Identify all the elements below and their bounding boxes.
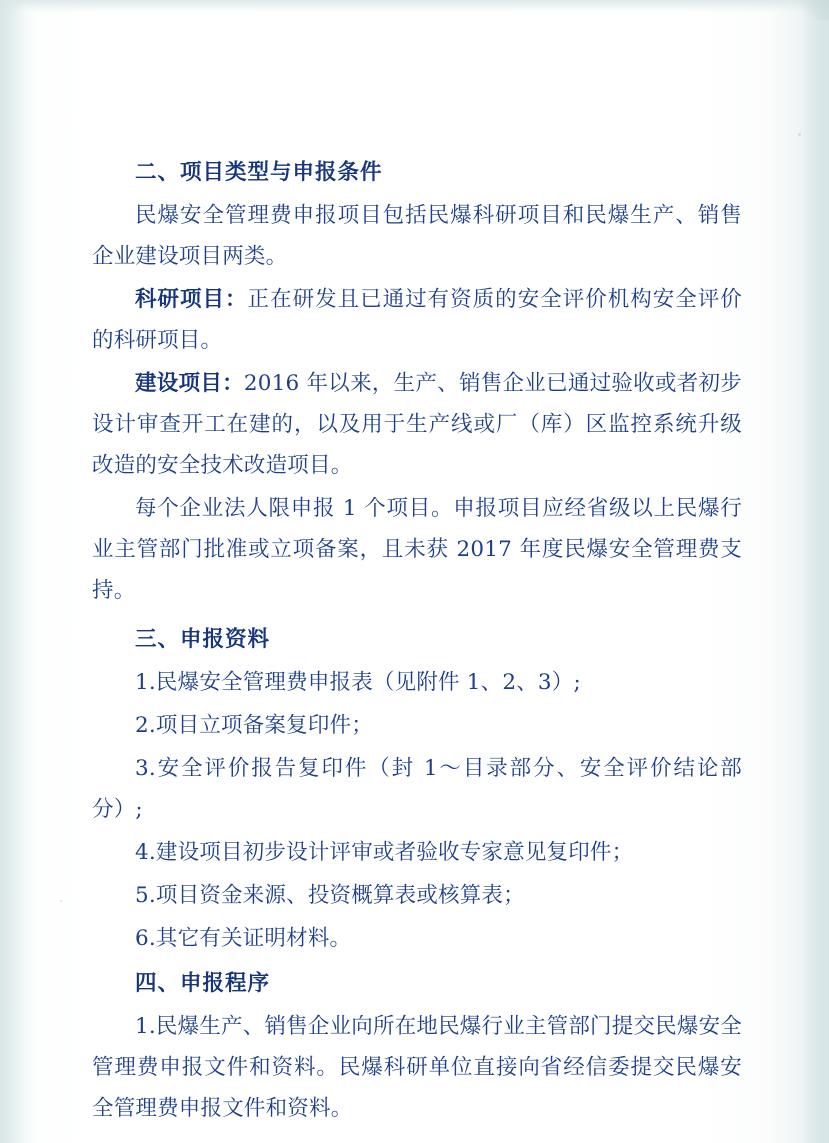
page-left-edge-shadow — [0, 0, 26, 1143]
paragraph-declaration-limit: 每个企业法人限申报 1 个项目。申报项目应经省级以上民爆行业主管部门批准或立项备案，且未获 2017 年度民爆安全管理费支持。 — [92, 496, 742, 603]
document-body — [92, 152, 742, 1131]
page-right-edge-shadow — [799, 0, 829, 1143]
research-project-label: 科研项目： — [135, 287, 248, 312]
material-item-1: 1.民爆安全管理费申报表（见附件 1、2、3）; — [135, 670, 581, 695]
section-heading-three: 三、申报资料 — [135, 627, 271, 652]
material-item-5: 5.项目资金来源、投资概算表或核算表； — [135, 883, 525, 908]
paragraph-procedure-1: 1.民爆生产、销售企业向所在地民爆行业主管部门提交民爆安全管理费申报文件和资料。民爆科研单位直接向省经信委提交民爆安全管理费申报文件和资料。 — [92, 1014, 742, 1121]
section-heading-four: 四、申报程序 — [135, 971, 271, 996]
research-project-text: 正在研发且已通过有资质的安全评价机构安全评价的科研项目。 — [92, 287, 742, 353]
construction-project-label: 建设项目： — [135, 371, 244, 396]
construction-project-text: 2016 年以来，生产、销售企业已通过验收或者初步设计审查开工在建的，以及用于生产线或厂（库）区监控系统升级改造的安全技术改造项目。 — [92, 371, 742, 478]
section-heading-two: 二、项目类型与申报条件 — [135, 160, 383, 185]
material-item-6: 6.其它有关证明材料。 — [135, 926, 352, 951]
paragraph-construction-project — [92, 363, 742, 486]
material-item-3: 3.安全评价报告复印件（封 1～目录部分、安全评价结论部分）; — [92, 756, 742, 822]
scan-speck — [798, 133, 801, 136]
page-corner-shadow — [795, 0, 829, 20]
page-top-edge-shadow — [0, 0, 829, 12]
material-item-2: 2.项目立项备案复印件； — [135, 713, 373, 738]
material-item-4: 4.建设项目初步设计评审或者验收专家意见复印件； — [135, 840, 634, 865]
paragraph-types-intro: 民爆安全管理费申报项目包括民爆科研项目和民爆生产、销售企业建设项目两类。 — [92, 203, 742, 269]
scan-speck — [60, 900, 62, 902]
paragraph-research-project — [92, 279, 742, 361]
